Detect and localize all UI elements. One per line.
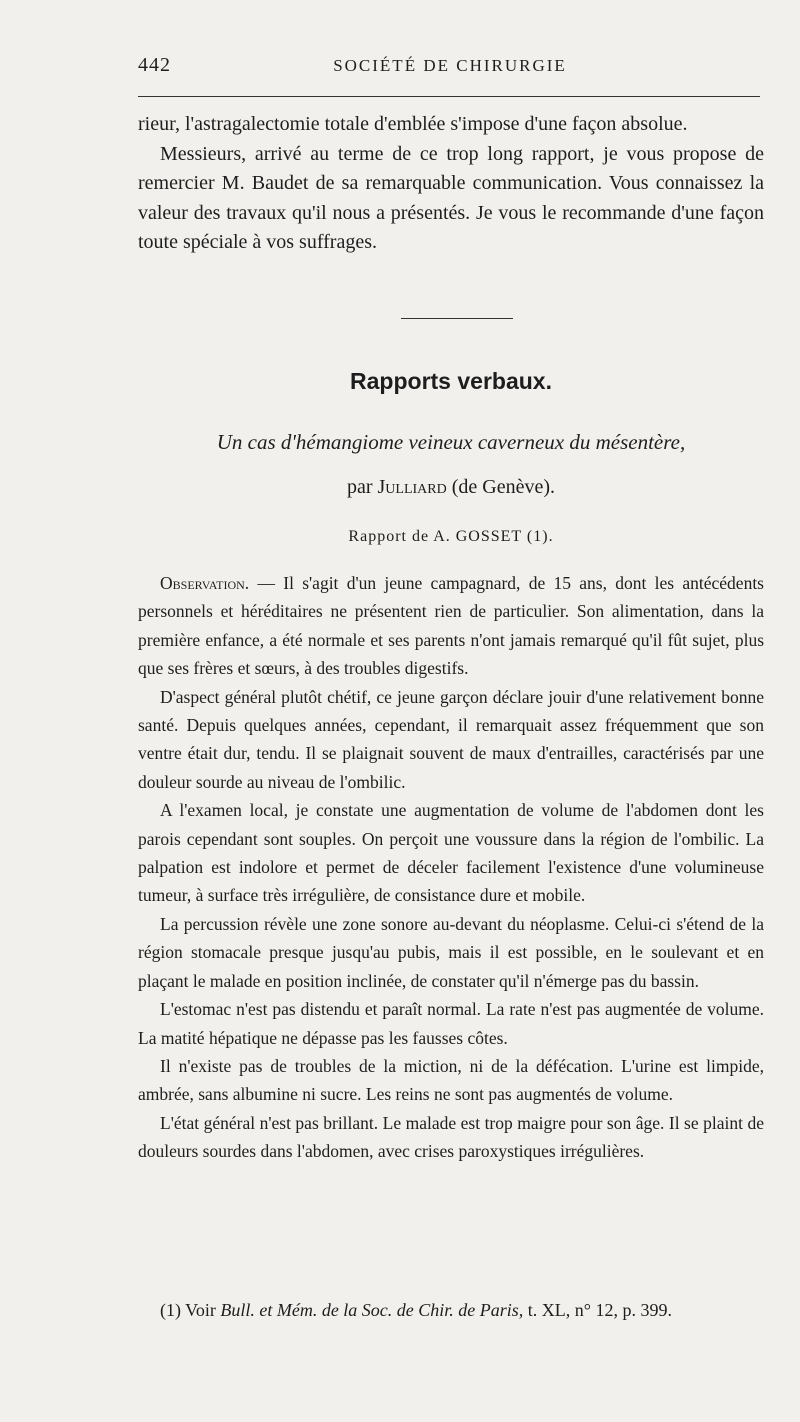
paragraph [138, 569, 764, 683]
paragraph: D'aspect général plutôt chétif, ce jeune garçon déclare jouir d'une relativement bonne santé. Depuis quelques années, cependant, il remarquait assez fréquemment que son ventre était dur, tendu. Il se plaignait souvent de maux d'entrailles, caractérisés par une douleur sourde au niveau de l'ombilic. [138, 686, 764, 792]
paragraph: L'état général n'est pas brillant. Le malade est trop maigre pour son âge. Il se plaint de douleurs sourdes dans l'abdomen, avec crises paroxystiques irrégulières. [138, 1112, 764, 1162]
author-name: Julliard [377, 476, 447, 498]
paragraph: rieur, l'astragalectomie totale d'emblée s'impose d'une façon absolue. [138, 113, 688, 135]
footnote-suffix: t. XL, n° 12, p. 399. [527, 1300, 672, 1320]
report-attribution: Rapport de A. GOSSET (1). [348, 528, 554, 545]
observation-lead: Observation. [160, 573, 250, 593]
paragraph: Il n'existe pas de troubles de la miction, ni de la défécation. L'urine est limpide, ambrée, sans albumine ni sucre. Les reins ne sont pas augmentés de volume. [138, 1055, 764, 1105]
footnote-prefix: (1) Voir [160, 1300, 216, 1320]
paragraph-text: — Il s'agit d'un jeune campagnard, de 15 ans, dont les antécédents personnels et héréditaires ne présentent rien de particulier. Son alimentation, dans la première enfance, a été normale et ses parents n'ont jamais remarqué qu'il fût sujet, plus que ses frères et sœurs, à des troubles digestifs. [138, 573, 764, 679]
author-place: (de Genève). [451, 476, 556, 498]
footnote-source: Bull. et Mém. de la Soc. de Chir. de Paris, [220, 1300, 524, 1320]
running-head [138, 54, 762, 82]
paragraph: La percussion révèle une zone sonore au-devant du néoplasme. Celui-ci s'étend de la région stomacale presque jusqu'au pubis, mais il est possible, en le soulevant et en plaçant le malade en position inclinée, de constater qu'il n'émerge pas du bassin. [138, 913, 764, 991]
page-number: 442 [138, 54, 171, 76]
paragraph: A l'examen local, je constate une augmentation de volume de l'abdomen dont les parois cependant sont souples. On perçoit une voussure dans la région de l'ombilic. La palpation est indolore et permet de déceler facilement l'existence d'une volumineuse tumeur, à surface très irrégulière, de consistance dure et mobile. [138, 800, 764, 906]
paragraph: Messieurs, arrivé au terme de ce trop long rapport, je vous propose de remercier M. Baudet de sa remarquable communication. Vous connaissez la valeur des travaux qu'il nous a présentés. Je vous le recommande d'une façon toute spéciale à vos suffrages. [138, 142, 764, 253]
section-heading: Rapports verbaux. [350, 368, 552, 394]
article-title: Un cas d'hémangiome veineux caverneux du mésentère, [216, 430, 686, 454]
footnote [160, 1300, 764, 1321]
intro-text [138, 110, 764, 258]
author-line [138, 476, 764, 499]
header-divider [138, 96, 760, 97]
paragraph: L'estomac n'est pas distendu et paraît normal. La rate n'est pas augmentée de volume. La matité hépatique ne dépasse pas les fausses côtes. [138, 999, 764, 1048]
observation-text [138, 569, 764, 1166]
author-prefix: par [346, 476, 373, 498]
section-divider [401, 318, 513, 319]
journal-title: SOCIÉTÉ DE CHIRURGIE [333, 56, 567, 75]
